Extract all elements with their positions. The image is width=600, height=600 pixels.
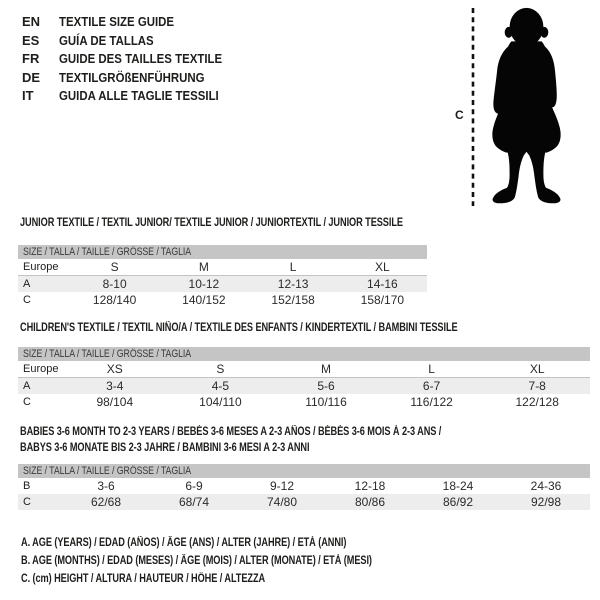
size-value: 5-6 — [317, 379, 335, 393]
size-value: 12-18 — [354, 479, 386, 493]
size-value: 3-6 — [97, 479, 115, 493]
lang-row-it — [22, 87, 244, 106]
size-value: 6-9 — [185, 479, 203, 493]
size-value: 14-16 — [367, 277, 398, 291]
footnote-a: A. AGE (YEARS) / EDAD (AÑOS) / ÂGE (ANS) / ALTER (JAHRE) / ETÀ (ANNI) — [21, 537, 347, 549]
babies-size-table — [18, 464, 590, 510]
footnote-b: B. AGE (MONTHS) / EDAD (MESES) / ÂGE (MOIS) / ALTER (MONATE) / ETÀ (MESI) — [21, 555, 372, 568]
size-value: 104/110 — [199, 395, 242, 409]
lang-title: GUIDE DES TAILLES TEXTILE — [59, 51, 223, 67]
lang-title: GUIDA ALLE TAGLIE TESSILI — [59, 88, 219, 104]
lang-title: TEXTILGRÖßENFÜHRUNG — [59, 69, 205, 85]
size-value: 4-5 — [211, 379, 230, 393]
size-value: 92/98 — [530, 495, 562, 509]
lang-code: FR — [22, 51, 40, 67]
size-value: 8-10 — [102, 277, 127, 291]
size-value: M — [198, 260, 209, 274]
size-header-bar: SIZE / TALLA / TAILLE / GRÖSSE / TAGLIA — [18, 347, 590, 361]
row-label: Europe — [23, 363, 59, 375]
junior-size-table — [18, 245, 427, 308]
size-value: 6-7 — [422, 379, 441, 393]
row-label: B — [23, 480, 31, 492]
size-value: 62/68 — [90, 495, 122, 509]
size-header-bar: SIZE / TALLA / TAILLE / GRÖSSE / TAGLIA — [18, 245, 427, 259]
size-value: XS — [106, 362, 123, 376]
size-value: XL — [529, 362, 545, 376]
size-value: L — [428, 362, 435, 376]
lang-title: TEXTILE SIZE GUIDE — [59, 14, 175, 29]
junior-section-title: JUNIOR TEXTILE / TEXTIL JUNIOR/ TEXTILE JUNIOR / JUNIORTEXTIL / JUNIOR TESSILE — [20, 217, 403, 229]
size-value: 9-12 — [269, 479, 295, 493]
lang-row-de — [22, 69, 244, 88]
lang-row-fr — [22, 50, 244, 69]
size-header-bar: SIZE / TALLA / TAILLE / GRÖSSE / TAGLIA — [18, 464, 590, 478]
lang-row-es — [22, 32, 244, 51]
size-value: 152/158 — [271, 293, 315, 307]
lang-title: GUÍA DE TALLAS — [59, 32, 154, 48]
babies-section-title: BABIES 3-6 MONTH TO 2-3 YEARS / BEBÉS 3-6 MESES A 2-3 AÑOS / BÉBÉS 3-6 MOIS À 2-3 ANS / BABYS 3-6 MONATE BIS 2-3 JAHRE / BAMBINI 3-6 MESI A 2-3 ANNI — [20, 426, 442, 454]
lang-code: ES — [22, 32, 40, 48]
row-label: C — [23, 496, 31, 508]
lang-code: DE — [22, 69, 41, 85]
size-value: 74/80 — [266, 495, 298, 509]
lang-row-en — [22, 13, 244, 32]
table-row-height — [18, 292, 427, 308]
row-label: Europe — [23, 261, 59, 273]
size-value: XL — [375, 260, 390, 274]
children-section-title: CHILDREN'S TEXTILE / TEXTIL NIÑO/A / TEXTILE DES ENFANTS / KINDERTEXTIL / BAMBINI TESSILE — [20, 322, 458, 334]
size-value: 80/86 — [354, 495, 386, 509]
size-value: 86/92 — [442, 495, 474, 509]
lang-code: EN — [22, 14, 41, 29]
size-value: 10-12 — [188, 277, 220, 291]
table-row-height — [18, 394, 590, 410]
table-row-age — [18, 276, 427, 292]
toddler-silhouette-icon — [482, 7, 571, 206]
size-value: 7-8 — [528, 379, 546, 393]
row-label: C — [23, 396, 31, 408]
size-value: 122/128 — [515, 395, 559, 409]
size-value: 12-13 — [277, 277, 309, 291]
size-value: S — [110, 260, 119, 274]
size-value: 18-24 — [442, 479, 474, 493]
children-size-table — [18, 347, 590, 410]
height-measure-label: C — [455, 108, 464, 122]
size-value: 68/74 — [178, 495, 210, 509]
table-row-age-months — [18, 478, 590, 494]
height-measure-line — [471, 8, 475, 206]
language-title-list — [22, 13, 244, 106]
size-value: 98/104 — [96, 395, 134, 409]
footnote-c: C. (cm) HEIGHT / ALTURA / HAUTEUR / HÖHE / ALTEZZA — [21, 573, 266, 586]
size-value: M — [320, 362, 331, 376]
size-value: 116/122 — [410, 395, 453, 409]
row-label: A — [23, 278, 31, 290]
table-row-europe — [18, 259, 427, 276]
lang-code: IT — [22, 88, 34, 104]
size-value: 128/140 — [92, 293, 137, 307]
size-value: 24-36 — [530, 479, 562, 493]
table-row-europe — [18, 361, 590, 378]
row-label: C — [23, 294, 31, 306]
size-value: S — [216, 362, 225, 376]
table-row-age — [18, 378, 590, 394]
size-value: 140/152 — [182, 293, 226, 307]
size-value: L — [289, 260, 297, 274]
size-value: 158/170 — [360, 293, 405, 307]
table-row-height — [18, 494, 590, 510]
legend-footnotes — [21, 534, 460, 589]
size-value: 110/116 — [305, 395, 347, 409]
size-value: 3-4 — [106, 379, 124, 393]
row-label: A — [23, 380, 31, 392]
